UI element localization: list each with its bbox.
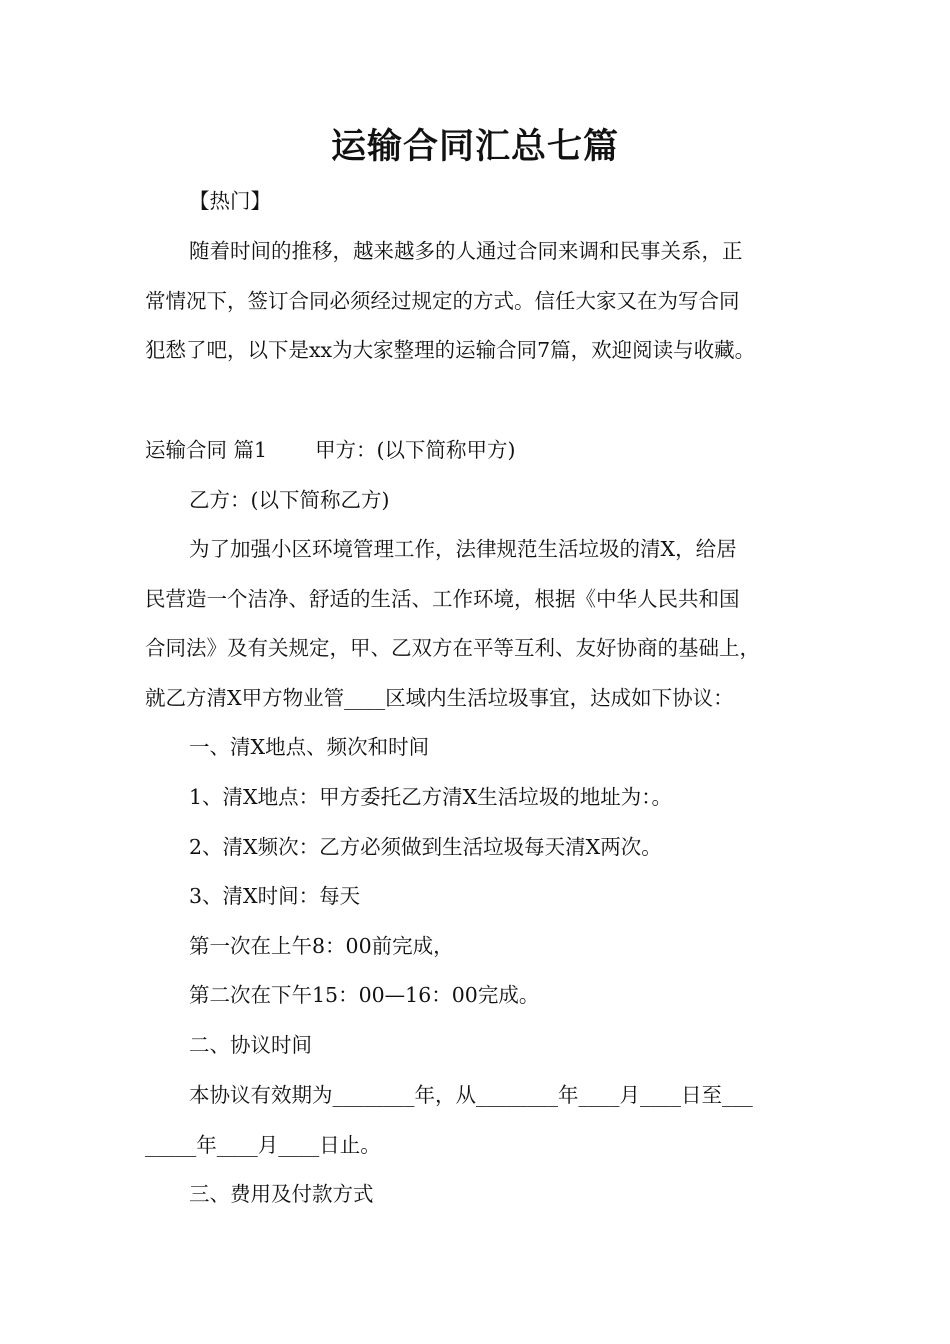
purpose-paragraph — [145, 525, 815, 723]
clause1-item: 3、清X时间：每天 — [189, 884, 361, 908]
purpose-line: 民营造一个洁净、舒适的生活、工作环境，根据《中华人民共和国 — [145, 586, 740, 611]
clause1-item: 2、清X频次：乙方必须做到生活垃圾每天清X两次。 — [189, 834, 662, 859]
clause1-heading: 一、清X地点、频次和时间 — [189, 735, 430, 759]
clause2-line: _____年____月____日止。 — [145, 1132, 381, 1157]
clause1-item: 1、清X地点：甲方委托乙方清X生活垃圾的地址为：。 — [189, 785, 672, 809]
purpose-line: 就乙方清X甲方物业管____区域内生活垃圾事宜，达成如下协议： — [145, 685, 734, 710]
document-tag: 【热门】 — [189, 189, 271, 213]
section-heading: 运输合同 篇1 — [145, 438, 268, 462]
party-b: 乙方：(以下简称乙方) — [189, 488, 390, 512]
clause2-heading: 二、协议时间 — [189, 1033, 312, 1057]
section-heading-line — [145, 426, 815, 476]
clause2-paragraph — [145, 1071, 815, 1170]
clause3-heading: 三、费用及付款方式 — [189, 1182, 374, 1206]
party-a: 甲方：(以下简称甲方) — [315, 438, 516, 462]
clause1-list — [145, 773, 859, 1021]
clause1-item: 第一次在上午8：00前完成， — [189, 933, 454, 958]
clause2-line: 本协议有效期为________年，从________年____月____日至___ — [189, 1083, 753, 1107]
intro-paragraph — [145, 227, 815, 376]
purpose-line: 为了加强小区环境管理工作，法律规范生活垃圾的清X，给居 — [189, 537, 737, 561]
intro-line: 犯愁了吧，以下是xx为大家整理的运输合同7篇，欢迎阅读与收藏。 — [145, 338, 756, 362]
purpose-line: 合同法》及有关规定，甲、乙双方在平等互利、友好协商的基础上， — [145, 636, 760, 660]
clause1-item: 第二次在下午15：00—16：00完成。 — [189, 983, 540, 1007]
document-title: 运输合同汇总七篇 — [330, 127, 619, 167]
intro-line: 随着时间的推移，越来越多的人通过合同来调和民事关系，正 — [189, 239, 743, 263]
intro-line: 常情况下，签订合同必须经过规定的方式。信任大家又在为写合同 — [145, 288, 740, 313]
